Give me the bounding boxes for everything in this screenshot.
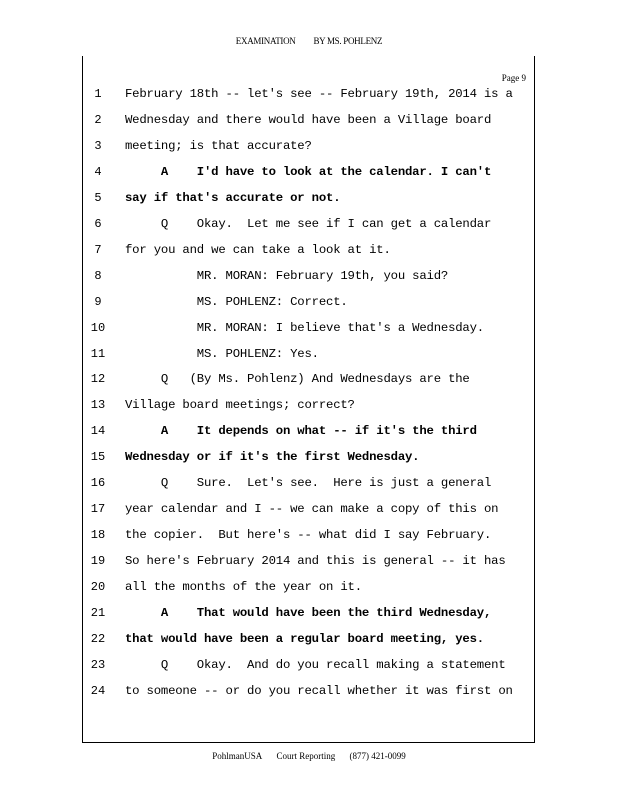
transcript-line: [0, 139, 618, 165]
transcript-line: [0, 580, 618, 606]
header-examination: EXAMINATION: [235, 36, 296, 46]
line-number: 19: [90, 554, 106, 569]
line-number: 12: [90, 372, 106, 387]
line-text: MS. POHLENZ: Correct.: [125, 294, 348, 309]
line-number: 9: [94, 294, 102, 309]
transcript-line: [0, 632, 618, 658]
transcript-line: [0, 424, 618, 450]
line-text: MS. POHLENZ: Yes.: [125, 346, 319, 361]
transcript-line: [0, 684, 618, 710]
transcript-line: [0, 87, 618, 113]
line-text: MR. MORAN: February 19th, you said?: [125, 268, 449, 283]
line-text: say if that's accurate or not.: [125, 190, 341, 205]
transcript-line: [0, 554, 618, 580]
transcript-line: [0, 243, 618, 269]
line-number: 23: [90, 657, 106, 672]
transcript-line: [0, 528, 618, 554]
line-number: 4: [94, 164, 102, 179]
line-text: A I'd have to look at the calendar. I can't: [125, 164, 492, 179]
line-number: 18: [90, 528, 106, 543]
page-footer: [0, 751, 618, 761]
line-number: 11: [90, 346, 106, 361]
line-number: 6: [94, 216, 102, 231]
line-text: A It depends on what -- if it's the third: [125, 424, 477, 439]
line-text: Village board meetings; correct?: [125, 398, 355, 413]
footer-company: PohlmanUSA: [212, 751, 263, 761]
transcript-line: [0, 347, 618, 373]
transcript-line: [0, 191, 618, 217]
line-text: A That would have been the third Wednesday,: [125, 606, 492, 620]
line-text: Wednesday or if it's the first Wednesday.: [125, 450, 420, 465]
line-text: Q (By Ms. Pohlenz) And Wednesdays are the: [125, 372, 470, 387]
line-text: to someone -- or do you recall whether it was first on: [125, 683, 513, 698]
header-examiner: BY MS. POHLENZ: [313, 36, 383, 46]
line-text: Q Sure. Let's see. Here is just a general: [125, 476, 492, 491]
transcript-line: [0, 658, 618, 684]
transcript-line: [0, 295, 618, 321]
line-text: MR. MORAN: I believe that's a Wednesday.: [125, 320, 484, 335]
line-text: So here's February 2014 and this is general -- it has: [125, 554, 506, 569]
footer-phone: (877) 421-0099: [349, 751, 406, 761]
line-number: 14: [90, 424, 106, 439]
line-text: meeting; is that accurate?: [125, 138, 312, 153]
line-number: 24: [90, 683, 106, 698]
transcript-line: [0, 165, 618, 191]
transcript-line: [0, 113, 618, 139]
line-number: 7: [94, 242, 102, 257]
line-number: 13: [90, 398, 106, 413]
transcript-line: [0, 502, 618, 528]
line-number: 15: [90, 450, 106, 465]
line-text: all the months of the year on it.: [125, 580, 362, 595]
line-number: 17: [90, 502, 106, 517]
line-text: that would have been a regular board meeting, yes.: [125, 631, 484, 646]
transcript-line: [0, 321, 618, 347]
line-text: Q Okay. Let me see if I can get a calendar: [125, 216, 492, 231]
transcript-line: [0, 450, 618, 476]
line-text: the copier. But here's -- what did I say February.: [125, 528, 492, 543]
line-text: year calendar and I -- we can make a copy of this on: [125, 502, 499, 517]
transcript-line: [0, 476, 618, 502]
line-number: 1: [94, 87, 102, 101]
line-text: Wednesday and there would have been a Village board: [125, 112, 492, 127]
line-number: 20: [90, 580, 106, 595]
page-number: Page 9: [501, 73, 526, 83]
transcript-line: [0, 398, 618, 424]
line-number: 2: [94, 112, 102, 127]
footer-service: Court Reporting: [276, 751, 336, 761]
transcript-line: [0, 217, 618, 243]
line-number: 10: [90, 320, 106, 335]
page-header: [0, 36, 618, 46]
line-text: February 18th -- let's see -- February 19th, 2014 is a: [125, 87, 513, 101]
line-number: 3: [94, 138, 102, 153]
transcript-line: [0, 372, 618, 398]
line-number: 8: [94, 268, 102, 283]
transcript-line: [0, 269, 618, 295]
transcript-line: [0, 606, 618, 632]
line-number: 5: [94, 190, 102, 205]
line-number: 21: [90, 606, 106, 620]
line-number: 16: [90, 476, 106, 491]
line-text: for you and we can take a look at it.: [125, 242, 391, 257]
line-number: 22: [90, 631, 106, 646]
line-text: Q Okay. And do you recall making a statement: [125, 657, 506, 672]
